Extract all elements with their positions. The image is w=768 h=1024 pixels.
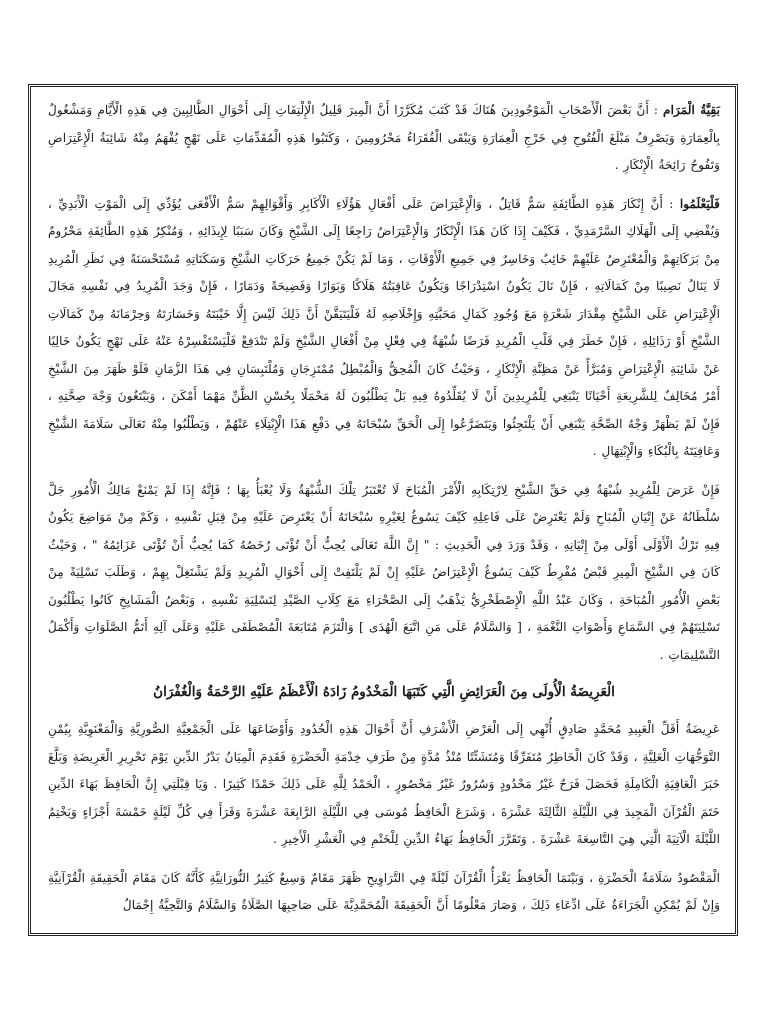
paragraph-1-lead: بَقِيَّةُ الْمَرَام [663, 103, 720, 117]
paragraph-4-text: عَرِيضَةُ أَقَلِّ الْعَبِيدِ مُحَمَّدٍ صَادِقٍ أُنْهِي إِلَى الْعَرْضِ الْأَشْرَفِ أَنَّ أَحْوَالَ هَذِهِ الْحُدُودِ وَأَوْضَاعَهَا عَلَى الْجَمْعِيَّةِ الصُّورِيَّةِ وَالْمَعْنَوِيَّةِ بِيُمْنِ التَّوَجُّهَاتِ الْعَلِيَّةِ ، وَقَدْ كَانَ الْخَاطِرُ مُتَفَرِّقًا وَمُتَشَتِّتًا مُنْذُ مُدَّةٍ مِنْ طَرَفِ خِدْمَةِ الْحَضْرَةِ فَقَدِمَ الْمِيَانُ بَدْرُ الدِّينِ يَوْمَ تَحْرِيرِ الْعَرِيضَةِ وَبَلَّغَ خَبَرَ الْعَافِيَةِ الْكَامِلَةِ فَحَصَلَ فَرَحٌ غَيْرُ مَحْدُودٍ وَسُرُورٌ غَيْرُ مَحْصُورٍ ، الْحَمْدُ لِلَّهِ عَلَى ذَلِكَ حَمْدًا كَثِيرًا . وَيَا قِبْلَتِي إِنَّ الْحَافِظَ بَهَاءَ الدِّينِ خَتَمَ الْقُرْآنَ الْمَجِيدَ فِي اللَّيْلَةِ الثَّالِثَةَ عَشْرَةَ ، وَشَرَعَ الْحَافِظُ مُوسَى فِي اللَّيْلَةِ الرَّابِعَةَ عَشْرَةَ وَقَرَأَ فِي كُلِّ لَيْلَةٍ خَمْسَةَ أَجْزَاءٍ وَيَخْتِمُ اللَّيْلَةَ الْآتِيَةَ الَّتِي هِيَ التَّاسِعَةَ عَشْرَةَ . وَتَقَرَّرَ الْحَافِظُ بَهَاءُ الدِّينِ لِلْخَتْمِ فِي الْعَشْرِ الْأَخِيرِ . [48, 722, 720, 846]
paragraph-3 [48, 477, 720, 670]
section-title: الْعَرِيضَةُ الْأُولَى مِنَ الْعَرَائِضِ الَّتِي كَتَبَهَا الْمَخْدُومُ زَادَهُ الْأَعْظَمُ عَلَيْهِ الرَّحْمَةُ وَالْغُفْرَانُ [153, 684, 615, 700]
paragraph-1-text: : أَنَّ بَعْضَ الْأَصْحَابِ الْمَوْجُودِينَ هُنَاكَ قَدْ كَتَبَ مُكَرَّرًا أَنَّ الْمِيرَ قَلِيلُ الْإِلْتِفَاتِ إِلَى أَحْوَالِ الطَّالِبِينَ فِي هَذِهِ الْأَيَّامِ وَمَشْغُولٌ بِالْعِمَارَةِ وَيَصْرِفُ مَبْلَغَ الْفُتُوحِ فِي خَرْجِ الْعِمَارَةِ وَيَبْقَى الْفُقَرَاءُ مَحْرُومِينَ ، وَكَتَبُوا هَذِهِ الْمُقَدِّمَاتِ عَلَى نَهْجٍ يُفْهَمُ مِنْهُ شَائِبَةُ الْإِعْتِرَاضِ وَتَفُوحُ رَائِحَةُ الْإِنْكَارِ . [48, 103, 720, 172]
paragraph-1 [48, 97, 720, 180]
paragraph-5-text: الْمَقْصُودُ سَلَامَةُ الْحَضْرَةِ ، وَبَيْنَمَا الْحَافِظُ يَقْرَأُ الْقُرْآنَ لَيْلَةً فِي التَّرَاوِيحِ ظَهَرَ مَقَامٌ وَسِيعٌ كَثِيرُ النُّورَانِيَّةِ كَأَنَّهُ كَانَ مَقَامَ الْحَقِيقَةِ الْقُرْآنِيَّةِ وَإِنْ لَمْ يُمْكِنِ الْجَرَاءَةُ عَلَى ادِّعَاءِ ذَلِكَ ، وَصَارَ مَعْلُومًا أَنَّ الْحَقِيقَةَ الْمُحَمَّدِيَّةَ عَلَى صَاحِبِهَا الصَّلَاةُ وَالسَّلَامُ وَالتَّحِيَّةُ إِجْمَالُ [48, 870, 720, 912]
paragraph-5 [48, 865, 720, 920]
document-body [34, 93, 734, 928]
paragraph-4 [48, 716, 720, 854]
paragraph-2-text: : أَنَّ إِنْكَارَ هَذِهِ الطَّائِفَةِ سَمٌّ قَاتِلٌ ، وَالْإِعْتِرَاضَ عَلَى أَفْعَالِ هَؤُلَاءِ الْأَكَابِرِ وَأَقْوَالِهِمْ سَمُّ الْأَفْعَى يُؤَدِّي إِلَى الْمَوْتِ الْأَبَدِيِّ ، وَيُفْضِي إِلَى الْهَلَاكِ السَّرْمَدِيِّ ، فَكَيْفَ إِذَا كَانَ هَذَا الْإِنْكَارُ وَالْإِعْتِرَاضُ رَاجِعًا إِلَى الشَّيْخِ وَكَانَ سَبَبًا لِإِيذَائِهِ ، وَمُنْكِرُ هَذِهِ الطَّائِفَةِ مَحْرُومٌ مِنْ بَرَكَاتِهِمْ وَالْمُعْتَرِضُ عَلَيْهِمْ خَائِبٌ وَخَاسِرٌ فِي جَمِيعِ الْأَوْقَاتِ ، وَمَا لَمْ يَكُنْ جَمِيعُ حَرَكَاتِ الشَّيْخِ وَسَكَنَاتِهِ مُسْتَحْسَنَةً فِي نَظَرِ الْمُرِيدِ لَا يَنَالُ نَصِيبًا مِنْ كَمَالَاتِهِ ، فَإِنْ نَالَ يَكُونُ اسْتِدْرَاجًا وَيَكُونُ عَاقِبَتُهُ هَلَاكًا وَبَوَارًا وَفَضِيحَةً وَدَمَارًا ، فَإِنْ وَجَدَ الْمُرِيدُ فِي نَفْسِهِ مَجَالَ الْإِعْتِرَاضِ عَلَى الشَّيْخِ مِقْدَارَ شَعْرَةٍ مَعَ وُجُودِ كَمَالِ مَحَبَّتِهِ وَإِخْلَاصِهِ لَهُ فَلْيَتَيَقَّنْ أَنَّ ذَلِكَ لَيْسَ إِلَّا خَيْبَتَهُ وَخَسَارَتَهُ وَحِرْمَانَهُ مِنْ كَمَالَاتِ الشَّيْخِ أَوْ رَذَائِلِهِ ، فَإِنْ خَطَرَ فِي قَلْبِ الْمُرِيدِ فَرَضًا شُبْهَةٌ فِي فِعْلٍ مِنْ أَفْعَالِ الشَّيْخِ وَلَمْ تَنْدَفِعْ فَلْيَسْتَفْسِرْهُ عَنْهُ عَلَى نَهْجٍ يَكُونُ خَالِيًا عَنْ شَائِبَةِ الْإِعْتِرَاضِ وَمُبَرَّأً عَنْ مَظِنَّةِ الْإِنْكَارِ ، وَحَيْثُ كَانَ الْمُحِقُّ وَالْمُبْطِلُ مُمْتَزِجَانِ وَمُلْتَبِسَانِ فِي هَذَا الزَّمَانِ فَلَوْ ظَهَرَ مِنَ الشَّيْخِ أَمْرٌ مُخَالِفٌ لِلشَّرِيعَةِ أَحْيَانًا يَنْبَغِي لِلْمُرِيدِينَ أَنْ لَا يُقَلِّدُوهُ فِيهِ بَلْ يَطْلُبُونَ لَهُ مَحْمَلًا بِحُسْنِ الظَّنِّ مَهْمَا أَمْكَنَ ، وَيَبْتَغُونَ وَجْهَ صِحَّتِهِ ، فَإِنْ لَمْ يَظْهَرْ وَجْهُ الصِّحَّةِ يَنْبَغِي أَنْ يَلْتَجِئُوا وَيَتَضَرَّعُوا إِلَى الْحَقِّ سُبْحَانَهُ فِي دَفْعِ هَذَا الْإِبْتِلَاءِ عَنْهُمْ ، وَيَطْلُبُوا مِنْهُ تَعَالَى سَلَامَةَ الشَّيْخِ وَعَافِيَتَهُ بِالْبُكَاءِ وَالْإِبْتِهَالِ . [48, 196, 720, 458]
paragraph-2-lead: فَلْيَعْلَمُوا [679, 196, 720, 211]
paragraph-3-text: فَإِنْ عَرَضَ لِلْمُرِيدِ شُبْهَةٌ فِي حَقِّ الشَّيْخِ لِارْتِكَابِهِ الْأَمْرَ الْمُبَاحَ لَا تُعْتَبَرُ تِلْكَ الشُّبْهَةُ وَلَا يُعْبَأُ بِهَا ؛ فَإِنَّهُ إِذَا لَمْ يَمْنَعْ مَالِكُ الْأُمُورِ جَلَّ سُلْطَانُهُ عَنْ إِتْيَانِ الْمُبَاحِ وَلَمْ يَعْتَرِضْ عَلَى فَاعِلِهِ كَيْفَ يَسُوغُ لِغَيْرِهِ سُبْحَانَهُ أَنْ يَعْتَرِضَ عَلَيْهِ مِنْ قِبَلِ نَفْسِهِ ، وَكَمْ مِنْ مَوَاضِعَ يَكُونُ فِيهِ تَرْكُ الْأَوْلَى أَوْلَى مِنْ إِتْيَانِهِ ، وَقَدْ وَرَدَ فِي الْحَدِيثِ : " إِنَّ اللَّهَ تَعَالَى يُحِبُّ أَنْ تُؤْتَى رُخَصُهُ كَمَا يُحِبُّ أَنْ تُؤْتَى عَزَائِمُهُ " ، وَحَيْثُ كَانَ فِي الشَّيْخِ الْمِيرِ قَبْضٌ مُفْرِطٌ كَيْفَ يَسُوغُ الْإِعْتِرَاضُ عَلَيْهِ إِنْ لَمْ يَلْتَفِتْ إِلَى أَحْوَالِ الْمُرِيدِ وَلَمْ يَشْتَغِلْ بِهِمْ ، وَطَلَبَ تَسْلِيَةً مِنْ بَعْضِ الْأُمُورِ الْمُبَاحَةِ ، وَكَانَ عَبْدُ اللَّهِ الْإِصْطَخْرِيُّ يَذْهَبُ إِلَى الصَّحْرَاءِ مَعَ كِلَابِ الصَّيْدِ لِتَسْلِيَةِ نَفْسِهِ ، وَبَعْضُ الْمَشَايِخِ كَانُوا يَطْلُبُونَ تَسْلِيَتَهُمْ فِي السَّمَاعِ وَأَصْوَاتِ النَّغْمَةِ ، [ وَالسَّلَامُ عَلَى مَنِ اتَّبَعَ الْهُدَى ] وَالْتَزَمَ مُتَابَعَةَ الْمُصْطَفَى عَلَيْهِ وَعَلَى آلِهِ أَتَمُّ الصَّلَوَاتِ وَأَكْمَلُ التَّسْلِيمَاتِ . [48, 482, 720, 662]
paragraph-2 [48, 191, 720, 466]
